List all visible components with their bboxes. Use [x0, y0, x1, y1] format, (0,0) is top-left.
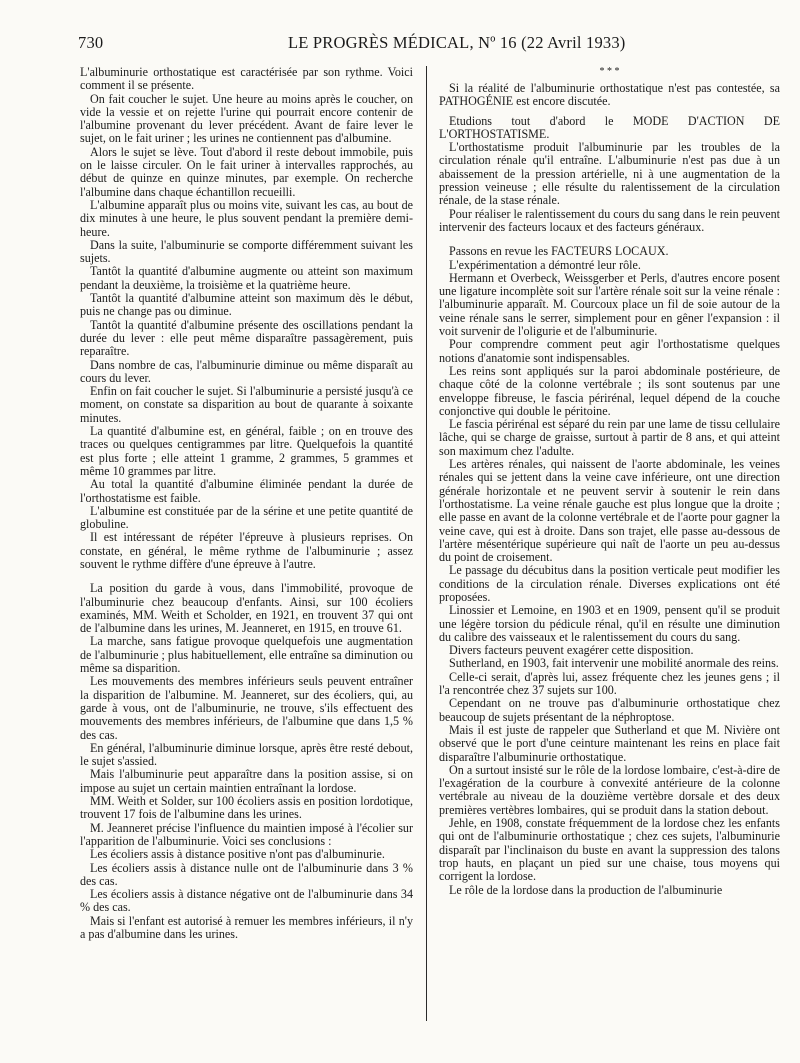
paragraph: Hermann et Overbeck, Weissgerber et Perls, d'autres encore posent une ligature incomplète soit sur l'artère rénale soit sur la veine rénale : l'albuminurie apparaît. M. Courcoux place un fil de soie autour de la veine rénale sans le serrer, simplement pour en gêner l'expansion : il voit survenir de l'oligurie et de l'albuminurie.: [439, 270, 780, 339]
paragraph: On fait coucher le sujet. Une heure au moins après le coucher, on vide la vessie et on rejette l'urine qui pourrait encore contenir de l'albumine provenant du lever précédent. Avant de faire lever le sujet, on le fait uriner ; les urines ne contiennent pas d'albumine.: [80, 91, 413, 146]
paragraph: Alors le sujet se lève. Tout d'abord il reste debout immobile, puis on le laisse circuler. On le fait uriner à intervalles rapprochés, au début de quinze en quinze minutes, par exemple. On recherche l'albumine dans chaque échantillon recueilli.: [80, 144, 413, 199]
paragraph: Tantôt la quantité d'albumine présente des oscillations pendant la durée du lever : elle peut même disparaître passagèrement, puis reparaître.: [80, 317, 413, 359]
page-number: 730: [78, 33, 104, 52]
paragraph: L'albuminurie orthostatique est caractérisée par son rythme. Voici comment il se présente.: [80, 66, 413, 93]
paragraph: Les reins sont appliqués sur la paroi abdominale postérieure, de chaque côté de la colonne vertébrale ; ils sont soutenus par une enveloppe fibreuse, le fascia périrénal, lequel dépend de la couche conjonctive qui double le péritoine.: [439, 363, 780, 418]
page-header: [78, 33, 780, 55]
paragraph: L'expérimentation a démontré leur rôle.: [449, 257, 641, 272]
paragraph: Dans nombre de cas, l'albuminurie diminue ou même disparaît au cours du lever.: [80, 357, 413, 385]
left-column: [80, 66, 413, 1041]
right-column: [439, 66, 780, 1041]
paragraph: Celle-ci serait, d'après lui, assez fréquente chez les jeunes gens ; il l'a rencontrée chez 37 sujets sur 100.: [439, 669, 780, 698]
paragraph: Les écoliers assis à distance nulle ont de l'albuminurie dans 3 % des cas.: [80, 860, 413, 888]
paragraph: MM. Weith et Solder, sur 100 écoliers assis en position lordotique, trouvent 17 fois de l'albumine dans les urines.: [80, 794, 413, 822]
paragraph: L'albumine apparaît plus ou moins vite, suivant les cas, au bout de dix minutes à une heure, le plus souvent pendant la première demi-heure.: [80, 197, 413, 239]
column-divider: [426, 66, 427, 1021]
paragraph: Divers facteurs peuvent exagérer cette disposition.: [449, 643, 694, 658]
paragraph: Les artères rénales, qui naissent de l'aorte abdominale, les veines rénales qui se jettent dans la veine cave inférieure, ont une direction générale horizontale et ne peuvent servir à soutenir le rein dans l'orthostatisme. La veine rénale gauche est plus longue que la droite ; elle passe en avant de la colonne vertébrale et de l'aorte pour gagner la veine cave, qui est à droite. Dans son trajet, elle passe au-dessous de l'artère mésentérique supérieure qui naît de l'aorte un peu au-dessus du point de croisement.: [439, 457, 780, 565]
paragraph: Le passage du décubitus dans la position verticale peut modifier les conditions de la circulation rénale. Diverses explications ont été proposées.: [439, 563, 780, 604]
paragraph: En général, l'albuminurie diminue lorsque, après être resté debout, le sujet s'assied.: [80, 740, 413, 769]
paragraph: Le rôle de la lordose dans la production de l'albuminurie: [449, 882, 723, 897]
paragraph: Passons en revue les FACTEURS LOCAUX.: [449, 244, 669, 259]
paragraph: Les écoliers assis à distance positive n'ont pas d'albuminurie.: [90, 847, 385, 862]
paragraph: L'albumine est constituée par de la sérine et une petite quantité de globuline.: [80, 503, 413, 532]
paragraph: Mais il est juste de rappeler que Sutherland et que M. Nivière ont observé que le port d'une ceinture maintenant les reins en place fait disparaître l'albuminurie orthostatique.: [439, 722, 780, 764]
paragraph: Tantôt la quantité d'albumine atteint son maximum dès le début, puis ne change pas ou diminue.: [80, 291, 413, 319]
paragraph: Il est intéressant de répéter l'épreuve à plusieurs reprises. On constate, en général, le même rythme de l'albuminurie ; assez souvent le rythme diffère d'une épreuve à l'autre.: [80, 530, 413, 571]
paragraph: Mais l'albuminurie peut apparaître dans la position assise, si on impose au sujet un certain maintien entraînant la lordose.: [80, 767, 413, 795]
paragraph: Mais si l'enfant est autorisé à remuer les membres inférieurs, il n'y a pas d'albumine dans les urines.: [80, 913, 413, 941]
paragraph: Pour réaliser le ralentissement du cours du sang dans le rein peuvent intervenir des facteurs locaux et des facteurs généraux.: [439, 206, 780, 234]
paragraph: Linossier et Lemoine, en 1903 et en 1909, pensent qu'il se produit une légère torsion du pédicule rénal, qu'il en résulte une diminution du calibre des vaisseaux et le ralentissement du cours du sang.: [439, 603, 780, 644]
paragraph: Les écoliers assis à distance négative ont de l'albuminurie dans 34 % des cas.: [80, 887, 413, 915]
paragraph: Cependant on ne trouve pas d'albuminurie orthostatique chez beaucoup de sujets présentant de la néphroptose.: [439, 696, 780, 724]
paragraph: Etudions tout d'abord le MODE D'ACTION DE L'ORTHOSTATISME.: [439, 113, 780, 141]
paragraph: Tantôt la quantité d'albumine augmente ou atteint son maximum pendant la deuxième, la troisième et la quatrième heure.: [80, 264, 413, 292]
paragraph: Dans la suite, l'albuminurie se comporte différemment suivant les sujets.: [80, 237, 413, 266]
paragraph: Le fascia périrénal est séparé du rein par une lame de tissu cellulaire lâche, qui se charge de graisse, surtout à partir de 8 ans, et qui atteint son maximum chez l'adulte.: [439, 417, 780, 458]
paragraph: On a surtout insisté sur le rôle de la lordose lombaire, c'est-à-dire de l'exagération de la courbure à convexité antérieure de la colonne vertébrale au niveau de la douzième vertèbre dorsale et des deux premières vertèbres lombaires, qui se produit dans la station debout.: [439, 762, 780, 817]
paragraph: La quantité d'albumine est, en général, faible ; on en trouve des traces ou quelques centigrammes par litre. Quelquefois la quantité est plus forte ; elle atteint 1 gramme, 2 grammes, 5 grammes et même 10 grammes par litre.: [80, 424, 413, 478]
paragraph: Enfin on fait coucher le sujet. Si l'albuminurie a persisté jusqu'à ce moment, on constate sa disparition au bout de quarante à soixante minutes.: [80, 384, 413, 425]
paragraph: La marche, sans fatigue provoque quelquefois une augmentation de l'albuminurie ; plus habituellement, elle entraîne sa diminution ou même sa disparition.: [80, 634, 413, 676]
running-title: LE PROGRÈS MÉDICAL, Nº 16 (22 Avril 1933): [288, 33, 626, 52]
paragraph: Au total la quantité d'albumine éliminée pendant la durée de l'orthostatisme est faible.: [80, 477, 413, 505]
paragraph: Si la réalité de l'albuminurie orthostatique n'est pas contestée, sa PATHOGÉNIE est encore discutée.: [439, 81, 780, 109]
paragraph: La position du garde à vous, dans l'immobilité, provoque de l'albuminurie chez beaucoup d'enfants. Ainsi, sur 100 écoliers examinés, MM. Weith et Scholder, en 1921, en trouvent 37 qui ont de l'albumine dans les urines, M. Jeanneret, en 1915, en trouve 61.: [80, 581, 413, 636]
paragraph: L'orthostatisme produit l'albuminurie par les troubles de la circulation rénale qu'il entraîne. L'albuminurie n'est pas due à un abaissement de la pression artérielle, ni à une augmentation de la pression veineuse ; elle résulte du ralentissement de la circulation rénale, de la stase rénale.: [439, 140, 780, 208]
paragraph: M. Jeanneret précise l'influence du maintien imposé à l'écolier sur l'apparition de l'albuminurie. Voici ses conclusions :: [80, 820, 413, 848]
section-asterism: * * *: [599, 66, 620, 77]
paragraph: Jehle, en 1908, constate fréquemment de la lordose chez les enfants qui ont de l'albuminurie orthostatique ; chez ces sujets, l'albuminurie disparaît par l'inclinaison du buste en avant la suppression des talons trop hauts, en plaçant un pied sur une chaise, tous moyens qui corrigent la lordose.: [439, 816, 780, 884]
paragraph: Pour comprendre comment peut agir l'orthostatisme quelques notions d'anatomie sont indispensables.: [439, 337, 780, 365]
paragraph: Sutherland, en 1903, fait intervenir une mobilité anormale des reins.: [449, 656, 779, 671]
paragraph: Les mouvements des membres inférieurs seuls peuvent entraîner la disparition de l'albumine. M. Jeanneret, sur des écoliers, qui, au garde à vous, ont de l'albuminurie, ne trouve, s'ils effectuent des mouvements des membres inférieurs, de l'albumine que dans 1,5 % des cas.: [80, 674, 413, 742]
